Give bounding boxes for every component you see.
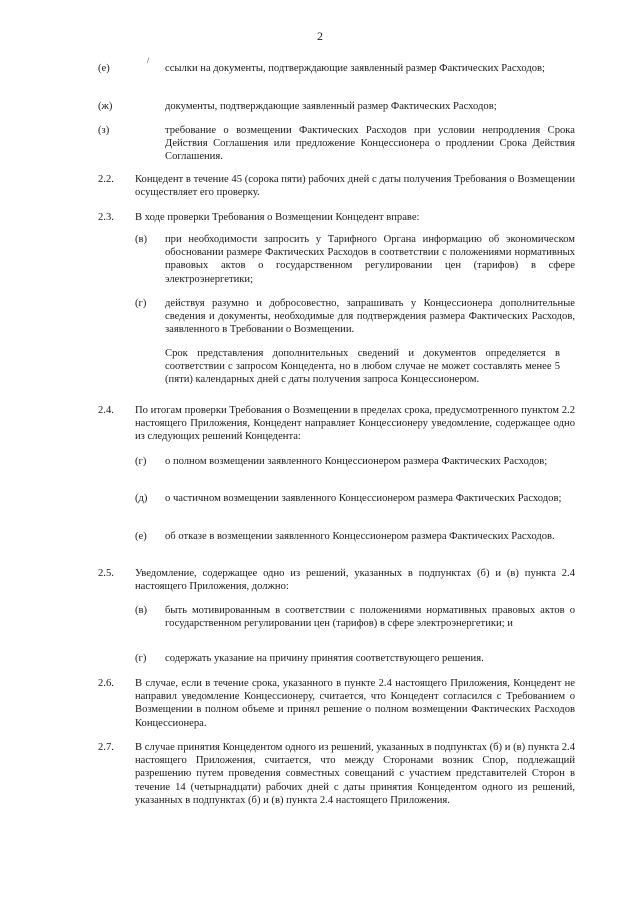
clause-text: В случае принятия Концедентом одного из решений, указанных в подпунктах (б) и (в) пункта 2.4 настоящего Приложения, считается, что между Сторонами возник Спор, подлежащий разрешению путем проведения совместных совещаний с участием представителей Сторон в течение 14 (четырнадцати) рабочих дней с даты принятия Концедентом одного из решений, указанных в подпунктах (б) и (в) пункта 2.4 настоящего Приложения. (135, 742, 575, 806)
item-label: (ж) (98, 101, 113, 112)
item-label: (г) (135, 653, 147, 664)
item-text: ссылки на документы, подтверждающие заявленный размер Фактических Расходов; (165, 63, 545, 74)
clause-number: 2.7. (98, 742, 114, 753)
item-label: (в) (135, 605, 148, 616)
item-label: (в) (135, 234, 148, 245)
item-label: (з) (98, 125, 110, 136)
item-label: (г) (135, 298, 147, 309)
item-text: документы, подтверждающие заявленный размер Фактических Расходов; (165, 101, 497, 112)
item-text: о частичном возмещении заявленного Концессионером размера Фактических Расходов; (165, 493, 562, 504)
item-label: (г) (135, 456, 147, 467)
item-text: содержать указание на причину принятия соответствующего решения. (165, 653, 484, 664)
clause-number: 2.5. (98, 568, 114, 579)
clause-text: Уведомление, содержащее одно из решений, указанных в подпунктах (б) и (в) пункта 2.4 настоящего Приложения, должно: (135, 568, 575, 593)
pen-mark: / (147, 56, 150, 65)
clause-number: 2.4. (98, 405, 114, 416)
item-label: (е) (135, 531, 147, 542)
clause-number: 2.2. (98, 174, 114, 185)
item-text: о полном возмещении заявленного Концессионером размера Фактических Расходов; (165, 456, 548, 467)
item-text: об отказе в возмещении заявленного Концессионером размера Фактических Расходов. (165, 531, 555, 542)
item-text: требование о возмещении Фактических Расходов при условии непродления Срока Действия Соглашения или предложение Концессионера о продлении Срока Действия Соглашения. (165, 125, 575, 163)
clause-text: Концедент в течение 45 (сорока пяти) рабочих дней с даты получения Требования о Возмещении осуществляет его проверку. (135, 174, 575, 199)
item-label: (д) (135, 493, 148, 504)
clause-text: По итогам проверки Требования о Возмещении в пределах срока, предусмотренного пунктом 2.2 настоящего Приложения, Концедент направляет Концессионеру уведомление, содержащее одно из следующих решений Концедента: (135, 405, 575, 443)
item-text: при необходимости запросить у Тарифного Органа информацию об экономическом обосновании размере Фактических Расходов в соответствии с положениями нормативных правовых актов о государственном регулировании цен (тарифов) в сфере электроэнергетики; (165, 234, 575, 285)
page-number: 2 (317, 29, 323, 43)
clause-number: 2.6. (98, 678, 114, 689)
clause-text: В ходе проверки Требования о Возмещении Концедент вправе: (135, 212, 420, 223)
item-paragraph: Срок представления дополнительных сведений и документов определяется в соответствии с запросом Концедента, но в любом случае не может составлять менее 5 (пяти) календарных дней с даты получения запроса Концессионером. (165, 348, 560, 386)
item-text: быть мотивированным в соответствии с положениями нормативных правовых актов о государственном регулировании цен (тарифов) в сфере электроэнергетики; и (165, 605, 575, 630)
clause-text: В случае, если в течение срока, указанного в пункте 2.4 настоящего Приложения, Концедент не направил уведомление Концессионеру, считается, что Концедент согласился с Требованием о Возмещении в полном объеме и принял решение о полном возмещении Фактических Расходов Концессионера. (135, 678, 575, 729)
item-text: действуя разумно и добросовестно, запрашивать у Концессионера дополнительные сведения и документы, необходимые для подтверждения размера Фактических Расходов, заявленного в Требовании о Возмещении. (165, 298, 575, 336)
item-label: (е) (98, 63, 110, 74)
clause-number: 2.3. (98, 212, 114, 223)
